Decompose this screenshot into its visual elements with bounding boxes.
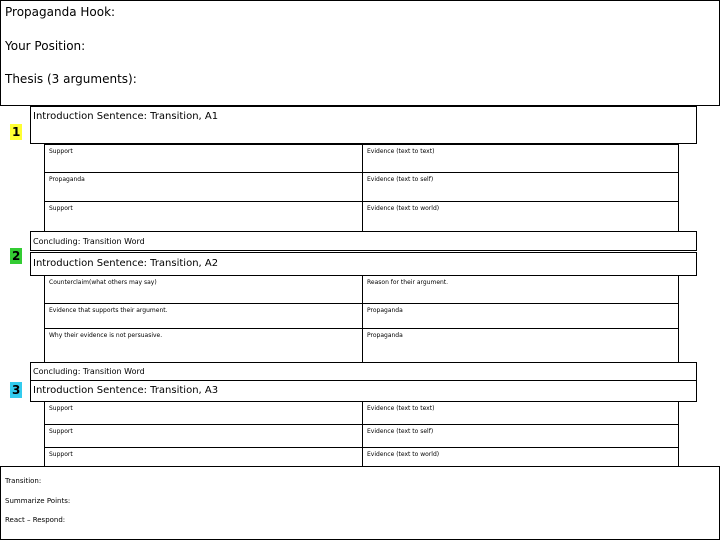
section-1-cell-2-0: Support [44, 201, 363, 232]
react-respond-label: React – Respond: [5, 516, 66, 524]
section-2-cell-1-0: Evidence that supports their argument. [44, 303, 363, 329]
section-2-cell-0-0: Counterclaim(what others may say) [44, 275, 363, 304]
section-1-intro-box [30, 106, 697, 144]
section-1-cell-0-0: Support [44, 144, 363, 173]
section-3-intro-label: Introduction Sentence: Transition, A3 [33, 385, 219, 396]
section-2-cell-0-1: Reason for their argument. [362, 275, 679, 304]
section-2-intro-box [30, 252, 697, 276]
section-2-cell-2-0: Why their evidence is not persuasive. [44, 328, 363, 363]
section-1-cell-2-1: Evidence (text to world) [362, 201, 679, 232]
transition-label: Transition: [5, 477, 42, 485]
section-1-cell-1-0: Propaganda [44, 172, 363, 202]
section-3-cell-1-1: Evidence (text to self) [362, 424, 679, 448]
section-1-concluding-box [30, 231, 697, 251]
header-box [0, 0, 720, 106]
footer-box [0, 466, 720, 540]
section-1-cell-1-1: Evidence (text to self) [362, 172, 679, 202]
section-1-number: 1 [12, 125, 21, 139]
section-3-intro-box [30, 380, 697, 402]
section-3-cell-0-0: Support [44, 401, 363, 425]
section-3-number: 3 [12, 383, 21, 397]
section-1-concluding-label: Concluding: Transition Word [33, 237, 145, 246]
your-position-label: Your Position: [5, 39, 86, 53]
propaganda-hook-label: Propaganda Hook: [5, 5, 116, 19]
section-2-cell-1-1: Propaganda [362, 303, 679, 329]
section-1-intro-label: Introduction Sentence: Transition, A1 [33, 111, 219, 122]
section-3-cell-0-1: Evidence (text to text) [362, 401, 679, 425]
section-3-cell-2-1: Evidence (text to world) [362, 447, 679, 467]
section-2-cell-2-1: Propaganda [362, 328, 679, 363]
thesis-label: Thesis (3 arguments): [5, 72, 137, 86]
section-3-cell-1-0: Support [44, 424, 363, 448]
section-2-concluding-label: Concluding: Transition Word [33, 367, 145, 376]
summarize-points-label: Summarize Points: [5, 497, 71, 505]
section-1-cell-0-1: Evidence (text to text) [362, 144, 679, 173]
section-2-concluding-box [30, 362, 697, 381]
section-3-cell-2-0: Support [44, 447, 363, 467]
section-2-intro-label: Introduction Sentence: Transition, A2 [33, 258, 219, 269]
section-2-number: 2 [12, 249, 21, 263]
